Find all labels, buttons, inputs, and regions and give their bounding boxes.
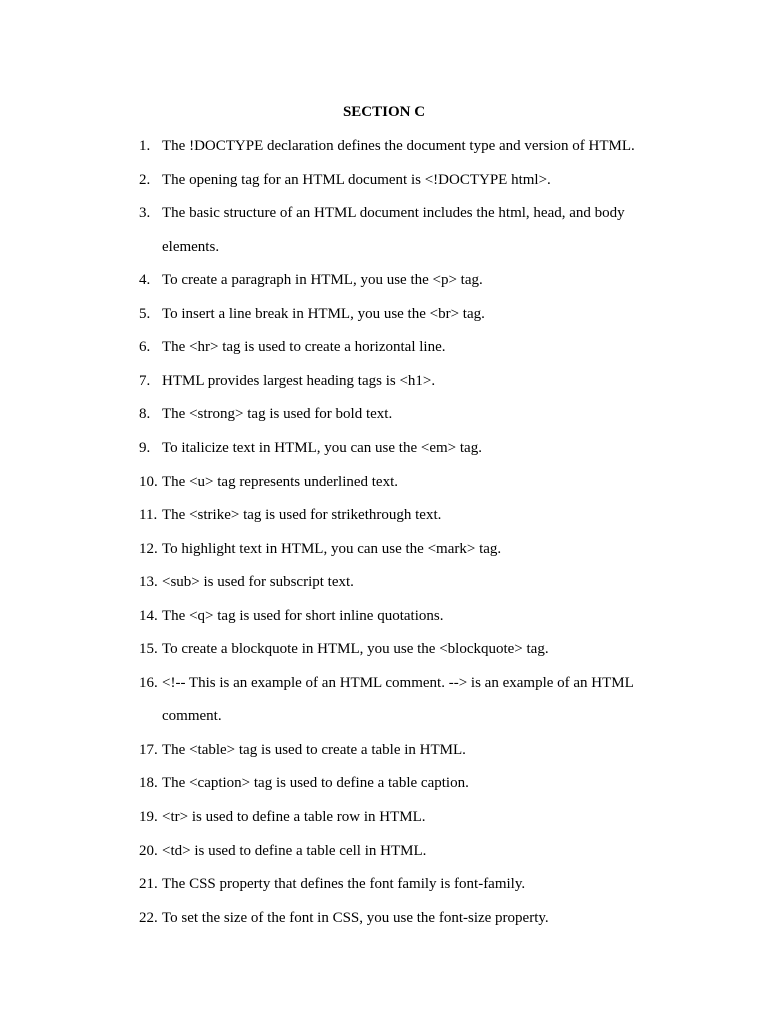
list-item-number: 9. xyxy=(139,440,151,456)
list-item-number: 16. xyxy=(139,675,158,691)
list-item-number: 13. xyxy=(139,574,158,590)
list-item-number: 18. xyxy=(139,775,158,791)
list-item-text: The basic structure of an HTML document includes the html, head, and body xyxy=(162,205,625,221)
list-item-text: To set the size of the font in CSS, you use the font-size property. xyxy=(162,910,549,926)
list-item-number: 1. xyxy=(139,138,151,154)
list-item-number: 8. xyxy=(139,406,151,422)
list-item-text: To create a paragraph in HTML, you use the <p> tag. xyxy=(162,272,483,288)
list-item-text: comment. xyxy=(162,708,222,724)
list-item-number: 7. xyxy=(139,373,151,389)
list-item-number: 22. xyxy=(139,910,158,926)
list-item-text: To italicize text in HTML, you can use the <em> tag. xyxy=(162,440,482,456)
list-item-text: <!-- This is an example of an HTML comment. --> is an example of an HTML xyxy=(162,675,634,691)
list-item-number: 12. xyxy=(139,541,158,557)
list-item-text: To create a blockquote in HTML, you use the <blockquote> tag. xyxy=(162,641,549,657)
list-item-number: 14. xyxy=(139,608,158,624)
list-item-number: 10. xyxy=(139,474,158,490)
list-item-text: The <caption> tag is used to define a table caption. xyxy=(162,775,469,791)
list-item-text: The <strike> tag is used for strikethrough text. xyxy=(162,507,442,523)
list-item-text: <td> is used to define a table cell in HTML. xyxy=(162,843,427,859)
list-item-text: The <strong> tag is used for bold text. xyxy=(162,406,393,422)
list-item-text: <tr> is used to define a table row in HTML. xyxy=(162,809,426,825)
list-item-text: <sub> is used for subscript text. xyxy=(162,574,354,590)
list-item-number: 6. xyxy=(139,339,151,355)
list-item-number: 15. xyxy=(139,641,158,657)
list-item-number: 17. xyxy=(139,742,158,758)
list-item-number: 3. xyxy=(139,205,151,221)
list-item-text: The <table> tag is used to create a table in HTML. xyxy=(162,742,466,758)
list-item-text: elements. xyxy=(162,239,220,255)
list-item-number: 20. xyxy=(139,843,158,859)
list-item-number: 2. xyxy=(139,172,151,188)
list-item-text: The opening tag for an HTML document is <!DOCTYPE html>. xyxy=(162,172,551,188)
list-item-number: 21. xyxy=(139,876,158,892)
list-item-text: The <u> tag represents underlined text. xyxy=(162,474,399,490)
list-item-number: 11. xyxy=(139,507,158,523)
list-item-text: The <hr> tag is used to create a horizontal line. xyxy=(162,339,446,355)
list-item-text: The !DOCTYPE declaration defines the document type and version of HTML. xyxy=(162,138,635,154)
list-item-text: The CSS property that defines the font family is font-family. xyxy=(162,876,526,892)
list-item-number: 5. xyxy=(139,306,151,322)
list-item-text: To insert a line break in HTML, you use the <br> tag. xyxy=(162,306,485,322)
list-item-text: HTML provides largest heading tags is <h1>. xyxy=(162,373,436,389)
list-item-number: 4. xyxy=(139,272,151,288)
section-title: SECTION C xyxy=(342,104,426,120)
list-item-text: To highlight text in HTML, you can use the <mark> tag. xyxy=(162,541,502,557)
list-item-number: 19. xyxy=(139,809,158,825)
list-item-text: The <q> tag is used for short inline quotations. xyxy=(162,608,444,624)
